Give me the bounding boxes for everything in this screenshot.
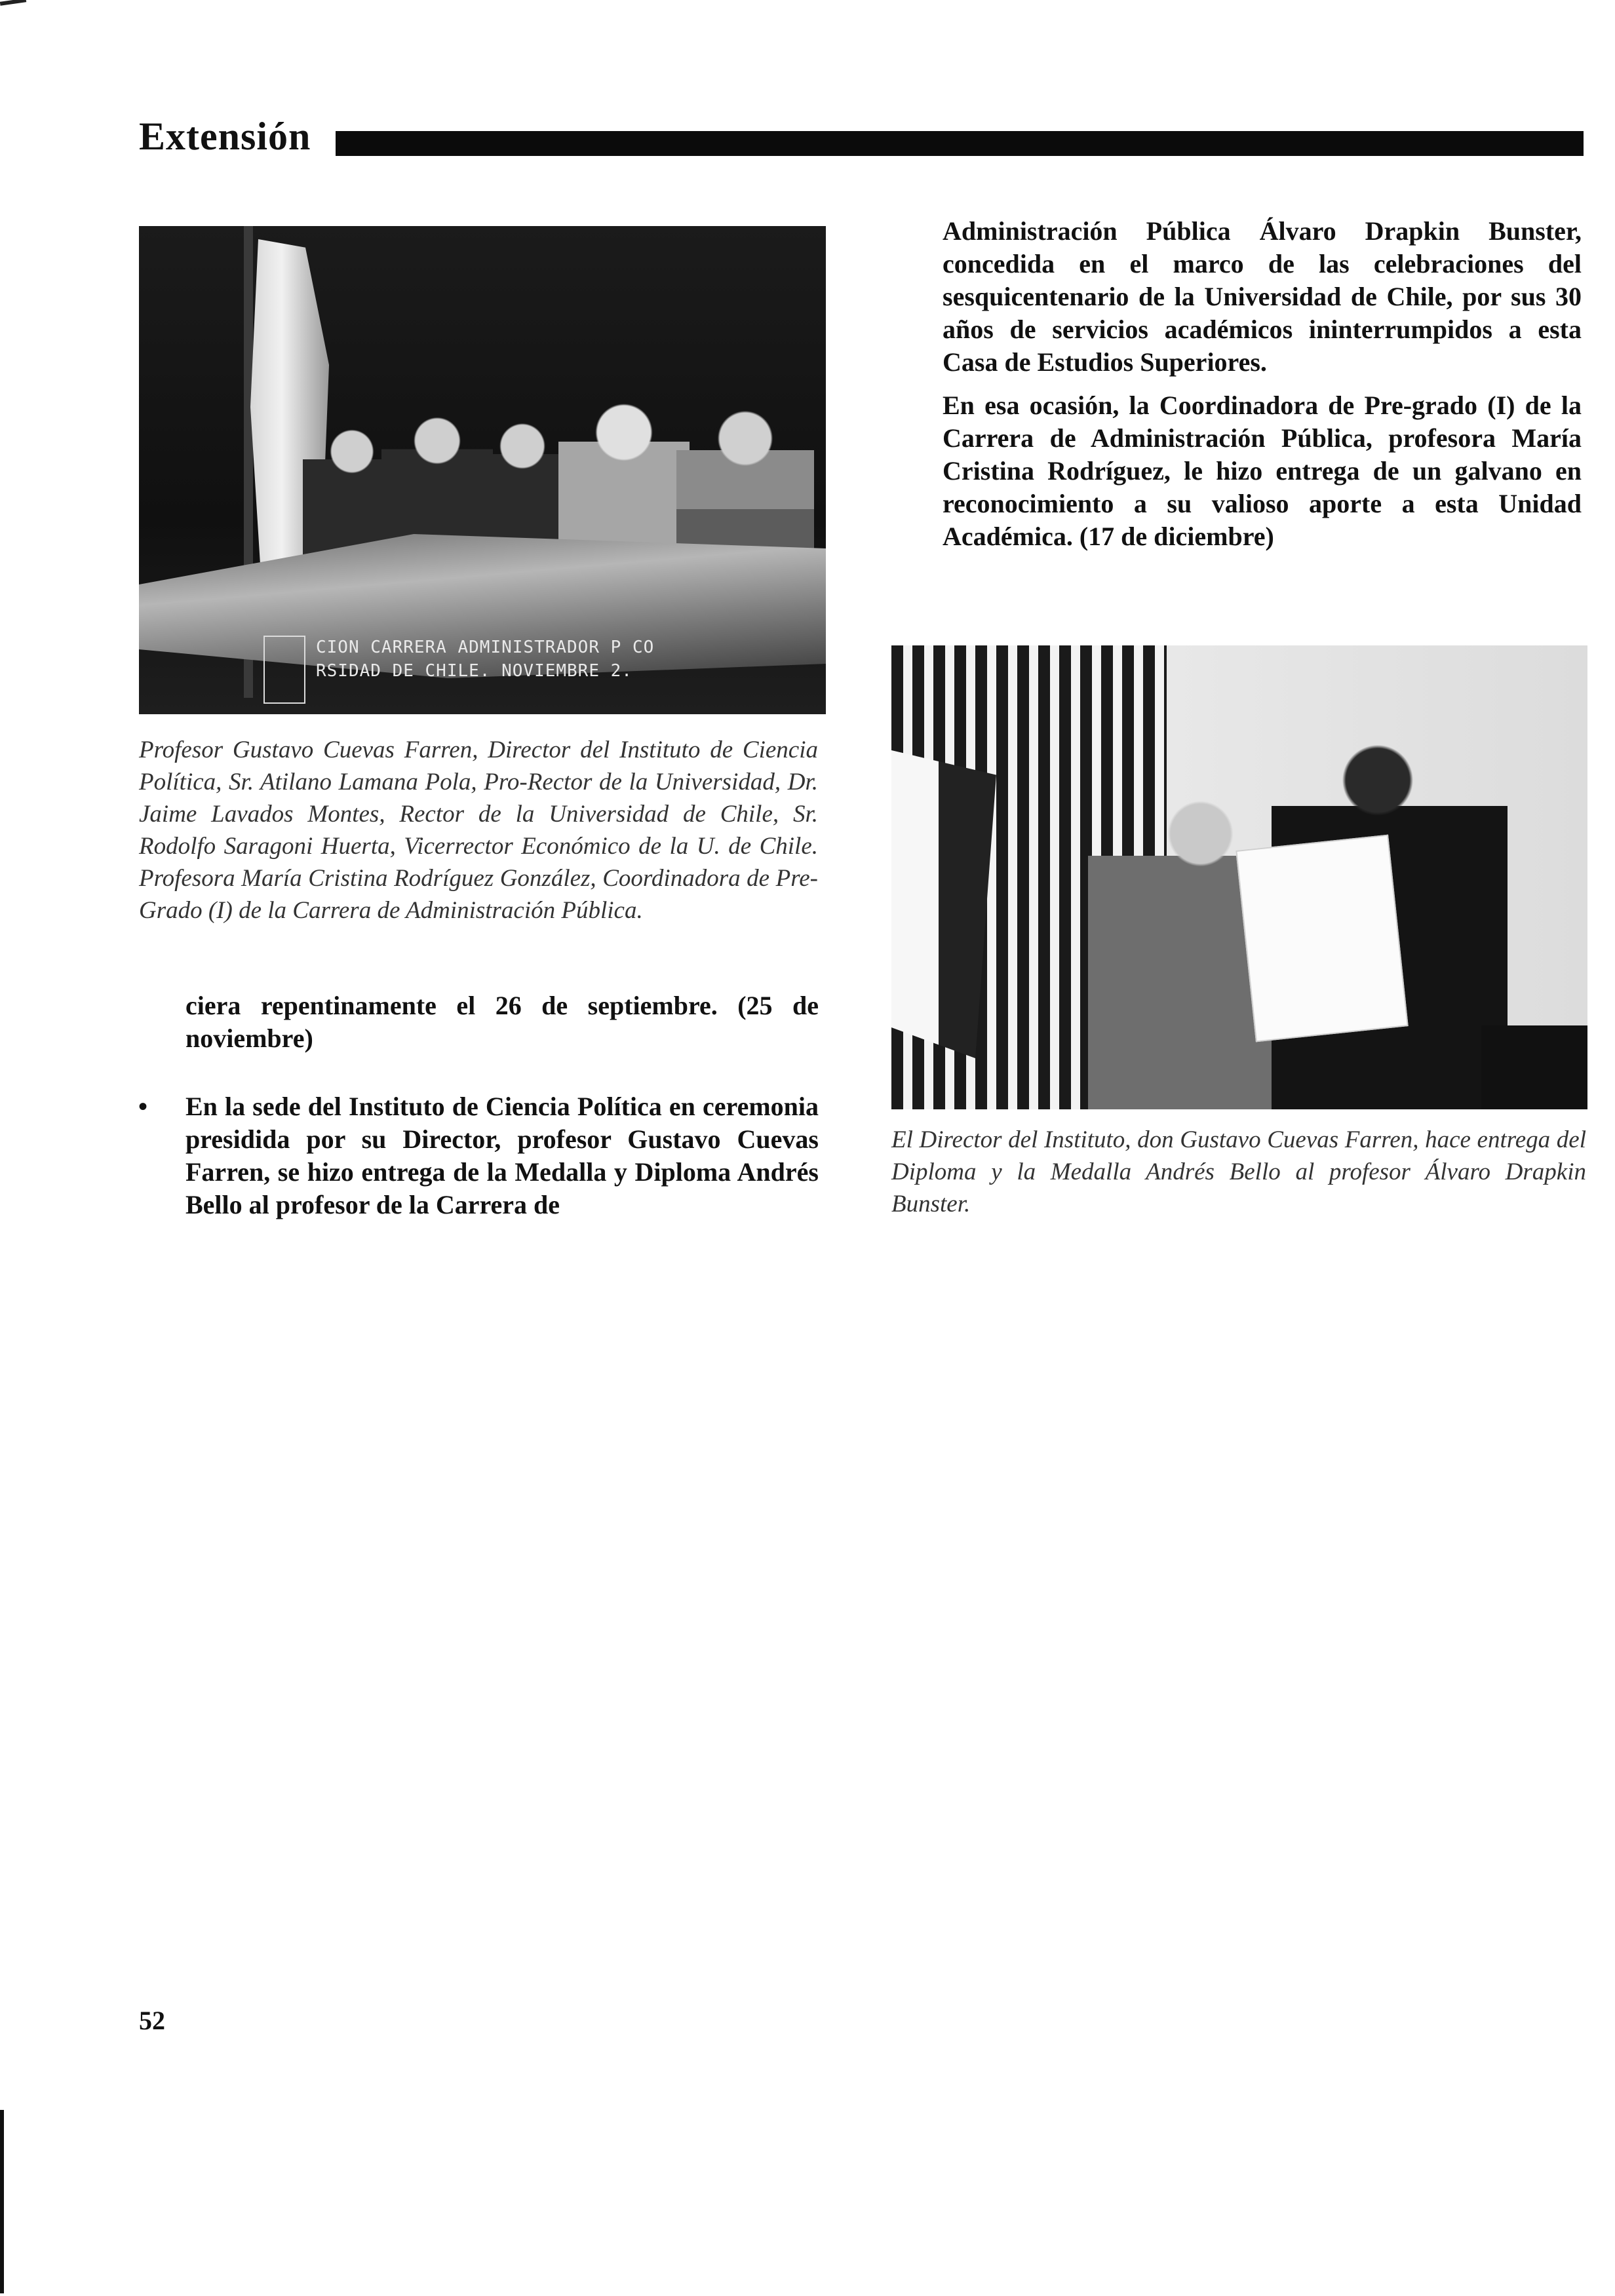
- scan-mark: [0, 2110, 4, 2293]
- page-number: 52: [139, 2006, 165, 2035]
- banner-line: CION CARRERA ADMINISTRADOR P CO: [316, 638, 655, 657]
- banner-line: RSIDAD DE CHILE. NOVIEMBRE 2.: [316, 661, 632, 681]
- photo-caption-2: El Director del Instituto, don Gustavo Cuevas Farren, hace entrega del Diploma y la Medalla Andrés Bello al profesor Álvaro Drapkin Bunster.: [891, 1126, 1586, 1217]
- chair: [1481, 1025, 1587, 1109]
- photo-ceremony-table: [139, 226, 826, 714]
- paragraph: ciera repentinamente el 26 de septiembre. (25 de noviembre): [185, 991, 819, 1053]
- bullet-icon: •: [138, 1092, 148, 1121]
- scan-mark: [0, 0, 26, 6]
- bullet-text: En la sede del Instituto de Ciencia Política en ceremonia presidida por su Director, profesor Gustavo Cuevas Farren, se hizo entrega de la Medalla y Diploma Andrés Bello al profesor de la Carrera de: [185, 1092, 819, 1219]
- paragraph: En esa ocasión, la Coordinadora de Pre-grado (I) de la Carrera de Administración Pública, profesora María Cristina Rodríguez, le hizo entrega de un galvano en reconocimiento a su valioso aporte a esta Unidad Académica. (17 de diciembre): [943, 391, 1582, 551]
- right-column: [943, 215, 1582, 564]
- photo-diploma-handover: [891, 645, 1587, 1109]
- paragraph: Administración Pública Álvaro Drapkin Bunster, concedida en el marco de las celebraciones del sesquicentenario de la Universidad de Chile, por sus 30 años de servicios académicos ininterrumpidos a esta Casa de Estudios Superiores.: [943, 216, 1582, 377]
- diploma: [1236, 835, 1408, 1043]
- left-column: [138, 989, 819, 1221]
- bullet-item: [138, 1090, 819, 1221]
- header-rule: [336, 131, 1584, 156]
- photo-caption-1: Profesor Gustavo Cuevas Farren, Director del Instituto de Ciencia Política, Sr. Atilano Lamana Pola, Pro-Rector de la Universidad, Dr. Jaime Lavados Montes, Rector de la Universidad de Chile, Sr. Rodolfo Saragoni Huerta, Vicerrector Económico de la U. de Chile. Profesora María Cristina Rodríguez González, Coordinadora de Pre-Grado (I) de la Carrera de Administración Pública.: [139, 737, 818, 924]
- section-title: Extensión: [139, 115, 311, 158]
- photo-banner: [263, 636, 826, 695]
